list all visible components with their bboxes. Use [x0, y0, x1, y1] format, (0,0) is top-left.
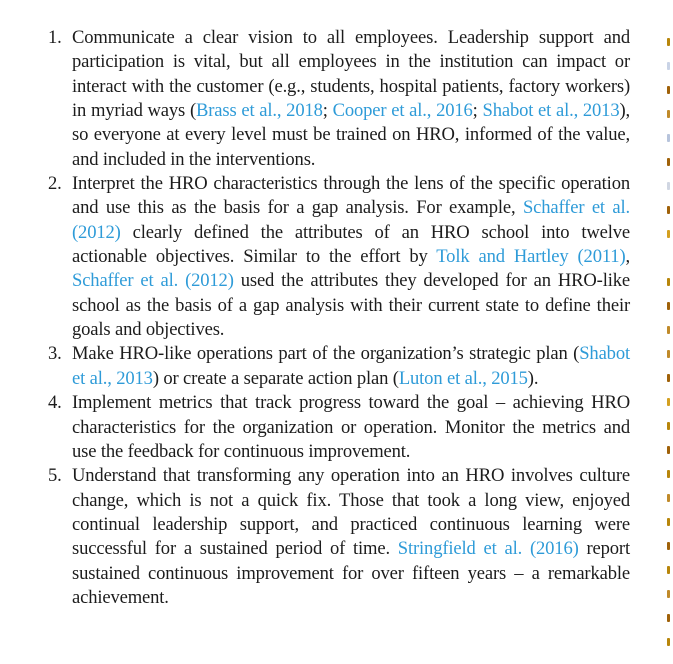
text-fragment	[667, 422, 670, 430]
item-number: 1.	[48, 27, 62, 48]
text-fragment	[667, 278, 670, 286]
text-fragment	[667, 542, 670, 550]
body-text: ), so everyone at every level must be trained on HRO, informed of the value, and included in the interventions.	[72, 100, 631, 170]
text-fragment	[667, 230, 670, 238]
item-number: 3.	[48, 343, 62, 365]
citation-link[interactable]: Stringfield et al. (2016)	[397, 538, 579, 560]
item-text	[72, 26, 630, 172]
citation-link[interactable]: Brass et al., 2018	[195, 100, 323, 122]
citation-link[interactable]: Luton et al., 2015	[398, 367, 528, 389]
citation-link[interactable]: Schaffer et al. (2012)	[72, 197, 630, 243]
text-fragment	[667, 86, 670, 94]
body-text: Understand that transforming any operation into an HRO involves culture change, which is not a quick fix. Those that took a long view, enjoyed continual leadership support, and practiced continuous learning were successful for a sustained period of time.	[72, 465, 630, 560]
body-text: ;	[472, 100, 483, 122]
text-fragment	[667, 62, 670, 70]
citation-link[interactable]: Schaffer et al. (2012)	[72, 270, 234, 292]
body-text: Communicate a clear vision to all employees. Leadership support and participation is vital, but all employees in the institution can impact or interact with the customer (e.g., students, hospital patients, factory workers) in myriad ways (	[72, 27, 630, 122]
item-text	[72, 391, 630, 464]
text-fragment	[667, 158, 670, 166]
item-number: 5.	[48, 465, 62, 487]
text-fragment	[667, 182, 670, 190]
numbered-recommendation-list	[48, 26, 630, 610]
text-fragment	[667, 566, 670, 574]
list-item	[48, 342, 630, 391]
text-fragment	[667, 374, 670, 382]
body-text: ;	[322, 100, 333, 122]
item-number: 4.	[48, 392, 62, 414]
text-fragment	[667, 302, 670, 310]
list-item	[48, 464, 630, 610]
text-fragment	[667, 590, 670, 598]
text-fragment	[667, 494, 670, 502]
text-fragment	[667, 134, 670, 142]
text-fragment	[667, 38, 670, 46]
text-fragment	[667, 398, 670, 406]
body-text: Interpret the HRO characteristics through the lens of the specific operation and use this as the basis for a gap analysis. For example,	[72, 173, 630, 219]
text-fragment	[667, 470, 670, 478]
list-item	[48, 26, 630, 172]
text-fragment	[667, 518, 670, 526]
item-text	[72, 464, 630, 610]
text-fragment	[667, 110, 670, 118]
citation-link[interactable]: Shabot et al., 2013	[482, 100, 620, 122]
body-text: Make HRO-like operations part of the organization’s strategic plan (	[72, 343, 580, 365]
citation-link[interactable]: Tolk and Hartley (2011)	[436, 246, 626, 268]
body-text: used the attributes they developed for an HRO-like school as the basis of a gap analysis with their current state to define their goals and objectives.	[72, 270, 630, 341]
body-text: Implement metrics that track progress toward the goal – achieving HRO characteristics for the organization or operation. Monitor the metrics and use the feedback for continuous improvement.	[72, 392, 630, 462]
text-fragment	[667, 350, 670, 358]
item-text	[72, 172, 630, 342]
item-text	[72, 342, 630, 391]
list-item	[48, 172, 630, 342]
body-text: ).	[527, 367, 539, 389]
citation-link[interactable]: Cooper et al., 2016	[332, 100, 473, 122]
body-text: ,	[625, 246, 630, 268]
list-item	[48, 391, 630, 464]
citation-link[interactable]: Shabot et al., 2013	[72, 343, 630, 389]
text-fragment	[667, 614, 670, 622]
body-text: ) or create a separate action plan (	[152, 367, 399, 389]
text-fragment	[667, 326, 670, 334]
item-number: 2.	[48, 173, 62, 195]
text-fragment	[667, 638, 670, 646]
text-fragment	[667, 206, 670, 214]
body-text: report sustained continuous improvement for over fifteen years – a remarkable achievement.	[72, 538, 630, 608]
text-fragment	[667, 446, 670, 454]
body-text: clearly defined the attributes of an HRO school into twelve actionable objectives. Similar to the effort by	[72, 221, 630, 268]
adjacent-column-fragments	[667, 0, 673, 664]
